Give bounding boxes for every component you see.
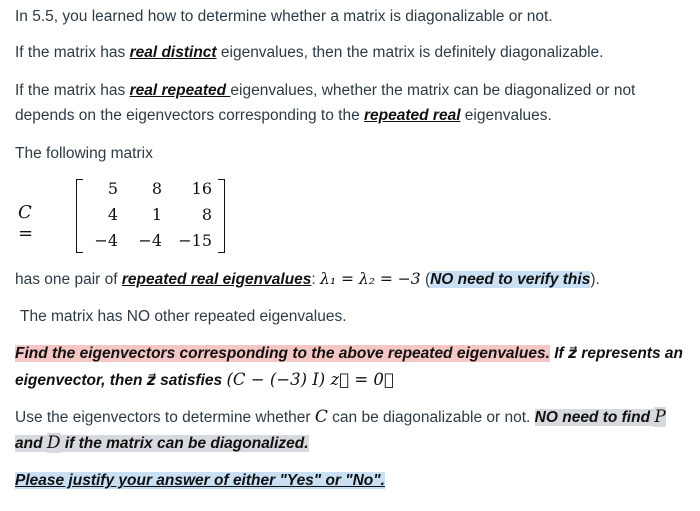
emphasis-real-repeated: real repeated [129,82,231,99]
matrix-cell: 4 [107,205,118,224]
text-segment: If the matrix has [15,82,130,99]
variable-d: D [46,433,61,453]
matrix-cell: 1 [151,205,162,224]
text-segment: If z⃗ represents an [549,345,683,362]
text-segment: eigenvector, then z⃗ satisfies [15,372,227,389]
matrix-cell: −4 [138,231,162,250]
justify-highlight: Please justify your answer of either "Yes" or "No". [15,472,385,489]
matrix-cell: −4 [94,231,118,250]
distinct-eigenvalues-text [15,42,603,64]
emphasis-real-distinct: real distinct [129,44,217,61]
text-segment: The matrix has NO other repeated eigenvalues. [20,308,347,325]
eigenvector-equation: (C − (−3) I) z⃗ = 0⃗ [226,370,394,389]
task-find-eigenvectors-line2 [15,369,394,392]
text-segment: If the matrix has [15,44,130,61]
text-segment: eigenvalues, then the matrix is definitely diagonalizable. [216,44,604,61]
text-segment: has one pair of [15,271,122,288]
variable-c: C [314,407,328,427]
right-bracket [218,179,225,253]
intro-sentence: In 5.5, you learned how to determine whether a matrix is diagonalizable or not. [15,8,553,25]
repeated-eigenvalues-text-line2 [15,105,552,127]
text-segment: depends on the eigenvectors corresponding to the [15,107,364,124]
matrix-cell: 8 [151,179,162,198]
matrix-cell: 5 [107,179,118,198]
no-verify-note: NO need to verify this [430,271,591,288]
diagonalizable-task-line2 [15,432,309,455]
eigenvalue-statement [15,268,600,291]
no-need-note: NO need to find [534,409,655,426]
text-segment: eigenvalues. [460,107,552,124]
variable-p: P [654,407,666,427]
task-highlight: Find the eigenvectors corresponding to the above repeated eigenvalues. [15,345,550,362]
eigenvalue-equation: λ₁ = λ₂ = −3 [320,270,421,288]
matrix-label: C = [18,202,34,244]
text-segment: eigenvalues, whether the matrix can be diagonalized or not [230,82,636,99]
matrix-cell: 16 [191,179,212,198]
no-need-note-cont: and [15,435,47,452]
repeated-eigenvalues-text-line1 [15,80,635,102]
emphasis-repeated-real-eigenvalues: repeated real eigenvalues [121,271,312,288]
text-segment: ). [590,271,600,288]
matrix-cell: 8 [201,205,212,224]
text-segment: can be diagonalizable or not. [327,409,535,426]
text-segment: : [311,271,321,288]
emphasis-repeated-real: repeated real [364,107,461,124]
intro-text [15,6,553,28]
matrix-cell: −15 [178,231,212,250]
text-segment: ( [420,271,431,288]
text-segment: Use the eigenvectors to determine whether [15,409,315,426]
no-need-note-cont: if the matrix can be diagonalized. [60,435,309,452]
justify-instruction [15,470,385,492]
no-other-eigenvalues-text [20,306,347,328]
task-find-eigenvectors-line1 [15,343,683,365]
diagonalizable-task-line1 [15,406,666,429]
following-matrix-text [15,143,153,165]
text-segment: The following matrix [15,145,153,162]
